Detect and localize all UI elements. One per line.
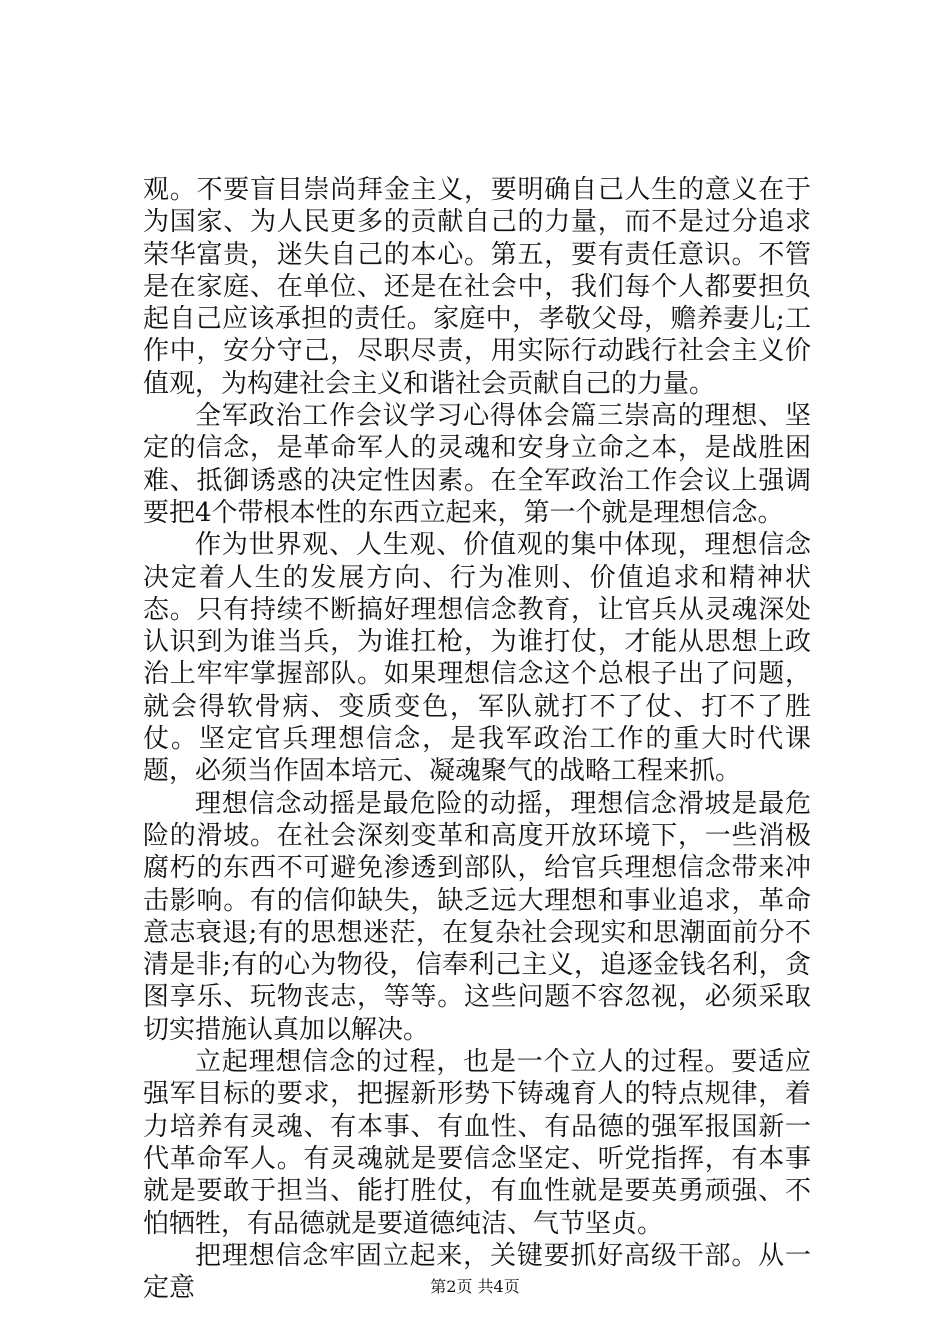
paragraph: 立起理想信念的过程，也是一个立人的过程。要适应强军目标的要求，把握新形势下铸魂育人的特点规律，着力培养有灵魂、有本事、有血性、有品德的强军报国新一代革命军人。有灵魂就是要信念坚定、听党指挥，有本事就是要敢于担当、能打胜仗，有血性就是要英勇顽强、不怕牺牲，有品德就是要道德纯洁、气节坚贞。 <box>143 1047 811 1239</box>
paragraph: 理想信念动摇是最危险的动摇，理想信念滑坡是最危险的滑坡。在社会深刻变革和高度开放环境下，一些消极腐朽的东西不可避免渗透到部队，给官兵理想信念带来冲击影响。有的信仰缺失，缺乏远大理想和事业追求，革命意志衰退;有的思想迷茫，在复杂社会现实和思潮面前分不清是非;有的心为物役，信奉利己主义，追逐金钱名利，贪图享乐、玩物丧志，等等。这些问题不容忽视，必须采取切实措施认真加以解决。 <box>143 788 811 1045</box>
paragraph: 全军政治工作会议学习心得体会篇三崇高的理想、坚定的信念，是革命军人的灵魂和安身立命之本，是战胜困难、抵御诱惑的决定性因素。在全军政治工作会议上强调要把4个带根本性的东西立起来，第一个就是理想信念。 <box>143 401 811 528</box>
paragraph: 作为世界观、人生观、价值观的集中体现，理想信念决定着人生的发展方向、行为准则、价值追求和精神状态。只有持续不断搞好理想信念教育，让官兵从灵魂深处认识到为谁当兵，为谁扛枪，为谁打仗，才能从思想上政治上牢牢掌握部队。如果理想信念这个总根子出了问题，就会得软骨病、变质变色，军队就打不了仗、打不了胜仗。坚定官兵理想信念，是我军政治工作的重大时代课题，必须当作固本培元、凝魂聚气的战略工程来抓。 <box>143 530 811 787</box>
document-body <box>143 174 811 1304</box>
paragraph: 把理想信念牢固立起来，关键要抓好高级干部。从一定意 <box>143 1240 811 1304</box>
paragraph-continuation: 观。不要盲目崇尚拜金主义，要明确自己人生的意义在于为国家、为人民更多的贡献自己的力量，而不是过分追求荣华富贵，迷失自己的本心。第五，要有责任意识。不管是在家庭、在单位、还是在社会中，我们每个人都要担负起自己应该承担的责任。家庭中，孝敬父母，赡养妻儿;工作中，安分守己，尽职尽责，用实际行动践行社会主义价值观，为构建社会主义和谐社会贡献自己的力量。 <box>143 175 811 399</box>
page-number-footer: 第2页 共4页 <box>430 1277 520 1296</box>
